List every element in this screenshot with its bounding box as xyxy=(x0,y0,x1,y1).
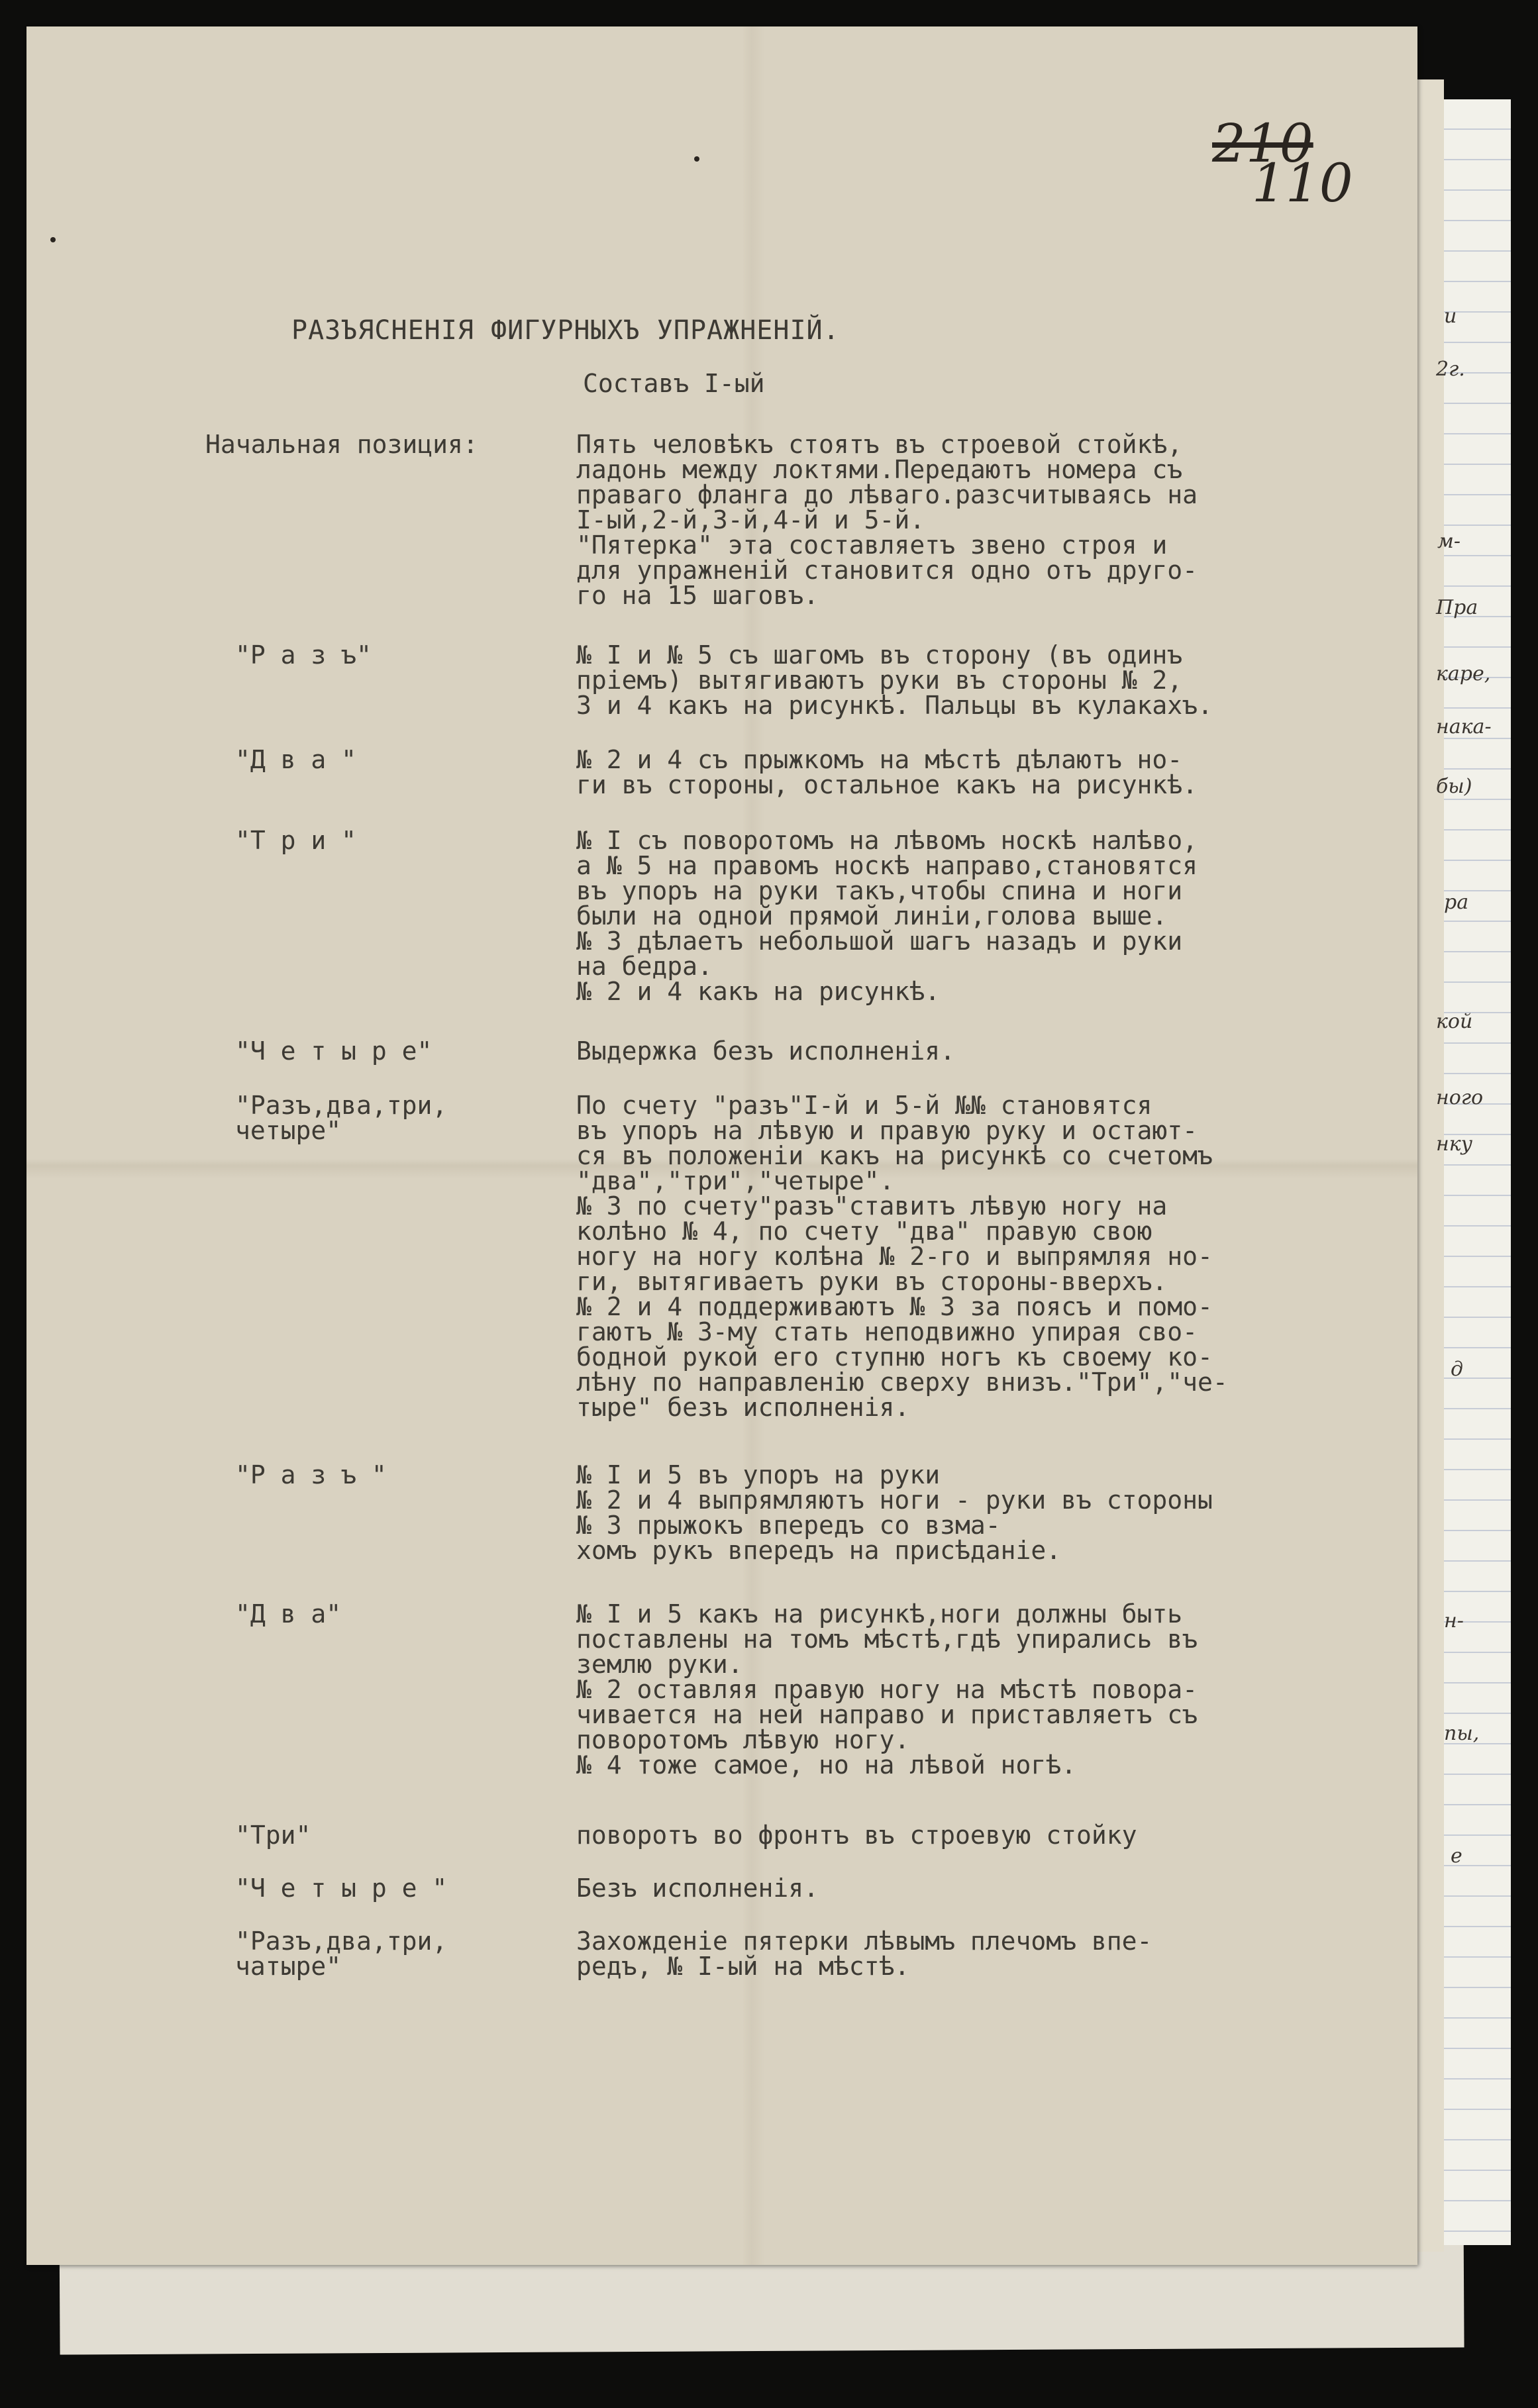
section-text-count-all-second: Захожденіе пятерки лѣвымъ плечомъ впе- редъ, № I-ый на мѣстѣ. xyxy=(576,1927,1153,1981)
section-label-one: "Р а з ъ" xyxy=(235,640,372,670)
section-text-three: № I съ поворотомъ на лѣвомъ носкѣ налѣво, а № 5 на правомъ носкѣ направо,становятся въ упоръ на руки такъ,чтобы спина и ноги были на одной прямой линіи,голова выше. № 3 дѣлаетъ небольшой шагъ назадъ и руки на бедра. № 2 и 4 какъ на рисункѣ. xyxy=(576,826,1198,1006)
document-subtitle: Составъ I-ый xyxy=(583,369,765,398)
margin-note-15: е xyxy=(1451,1844,1462,1868)
page-number-struck: 210 xyxy=(1212,113,1313,174)
punch-mark-top xyxy=(694,156,699,162)
section-text-four: Выдержка безъ исполненія. xyxy=(576,1036,955,1066)
margin-note-6: нака- xyxy=(1436,715,1492,738)
margin-note-8: ра xyxy=(1444,891,1469,914)
margin-note-14: пы, xyxy=(1444,1722,1480,1745)
margin-note-3: м- xyxy=(1437,530,1461,553)
section-label-four-second: "Ч е т ы р е " xyxy=(235,1874,448,1903)
section-label-count-all-second: "Разъ,два,три, чатыре" xyxy=(235,1927,448,1981)
margin-note-12: д xyxy=(1451,1358,1464,1381)
section-label-two-second: "Д в а" xyxy=(235,1599,342,1629)
page-number: 110 xyxy=(1252,152,1353,214)
section-text-start-position: Пять человѣкъ стоятъ въ строевой стойкѣ, ладонь между локтями.Передаютъ номера съ праваго фланга до лѣваго.разсчитываясь на I-ый,2-й,3-й,4-й и 5-й. "Пятерка" эта составляетъ звено строя и для упражненій становится одно отъ друго- го на 15 шаговъ. xyxy=(576,430,1198,610)
margin-note-4: Пра xyxy=(1436,596,1478,619)
section-label-count-all: "Разъ,два,три, четыре" xyxy=(235,1091,448,1145)
section-label-four: "Ч е т ы р е" xyxy=(235,1036,433,1066)
document-page xyxy=(26,26,1417,2265)
section-text-one-second: № I и 5 въ упоръ на руки № 2 и 4 выпрямляютъ ноги - руки въ стороны № 3 прыжокъ впередъ со взма- хомъ рукъ впередъ на присѣданіе. xyxy=(576,1460,1213,1565)
section-text-four-second: Безъ исполненія. xyxy=(576,1874,819,1903)
margin-note-13: н- xyxy=(1444,1609,1464,1632)
punch-mark-left xyxy=(50,237,56,242)
section-label-one-second: "Р а з ъ " xyxy=(235,1460,387,1489)
margin-note-5: каре, xyxy=(1436,662,1491,685)
section-label-two: "Д в а " xyxy=(235,745,357,774)
section-text-one: № I и № 5 съ шагомъ въ сторону (въ одинъ пріемъ) вытягиваютъ руки въ стороны № 2, 3 и 4 какъ на рисункѣ. Пальцы въ кулакахъ. xyxy=(576,640,1213,720)
margin-note-11: нку xyxy=(1436,1132,1473,1156)
section-text-count-all: По счету "разъ"I-й и 5-й №№ становятся въ упоръ на лѣвую и правую руку и остают- ся въ положеніи какъ на рисункѣ со счетомъ "два","три","четыре". № 3 по счету"разъ"ставитъ лѣвую ногу на колѣно № 4, по счету "два" правую свою ногу на ногу колѣна № 2-го и выпрямляя но- ги, вытягиваетъ руки въ стороны-вверхъ. № 2 и 4 поддерживаютъ № 3 за поясъ и помо- гаютъ № 3-му стать неподвижно упирая сво- бодной рукой его ступню ногъ къ своему ко- лѣну по направленію сверху внизъ."Три","че- тыре" безъ исполненія. xyxy=(576,1091,1228,1422)
section-text-two: № 2 и 4 съ прыжкомъ на мѣстѣ дѣлаютъ но- ги въ стороны, остальное какъ на рисункѣ. xyxy=(576,745,1198,799)
document-title: РАЗЪЯСНЕНІЯ ФИГУРНЫХЪ УПРАЖНЕНІЙ. xyxy=(291,315,840,346)
margin-note-1: и xyxy=(1444,305,1457,328)
margin-note-2: 2г. xyxy=(1436,358,1465,381)
margin-note-9: кой xyxy=(1436,1010,1473,1033)
section-label-three: "Т р и " xyxy=(235,826,357,855)
margin-note-7: бы) xyxy=(1436,775,1472,798)
section-label-three-second: "Три" xyxy=(235,1821,311,1850)
section-text-two-second: № I и 5 какъ на рисункѣ,ноги должны быть поставлены на томъ мѣстѣ,гдѣ упирались въ землю руки. № 2 оставляя правую ногу на мѣстѣ повора- чивается на ней направо и приставляетъ съ поворотомъ лѣвую ногу. № 4 тоже самое, но на лѣвой ногѣ. xyxy=(576,1599,1198,1780)
margin-note-10: ного xyxy=(1436,1086,1484,1109)
section-label-start-position: Начальная позиция: xyxy=(205,430,478,459)
section-text-three-second: поворотъ во фронтъ въ строевую стойку xyxy=(576,1821,1137,1850)
